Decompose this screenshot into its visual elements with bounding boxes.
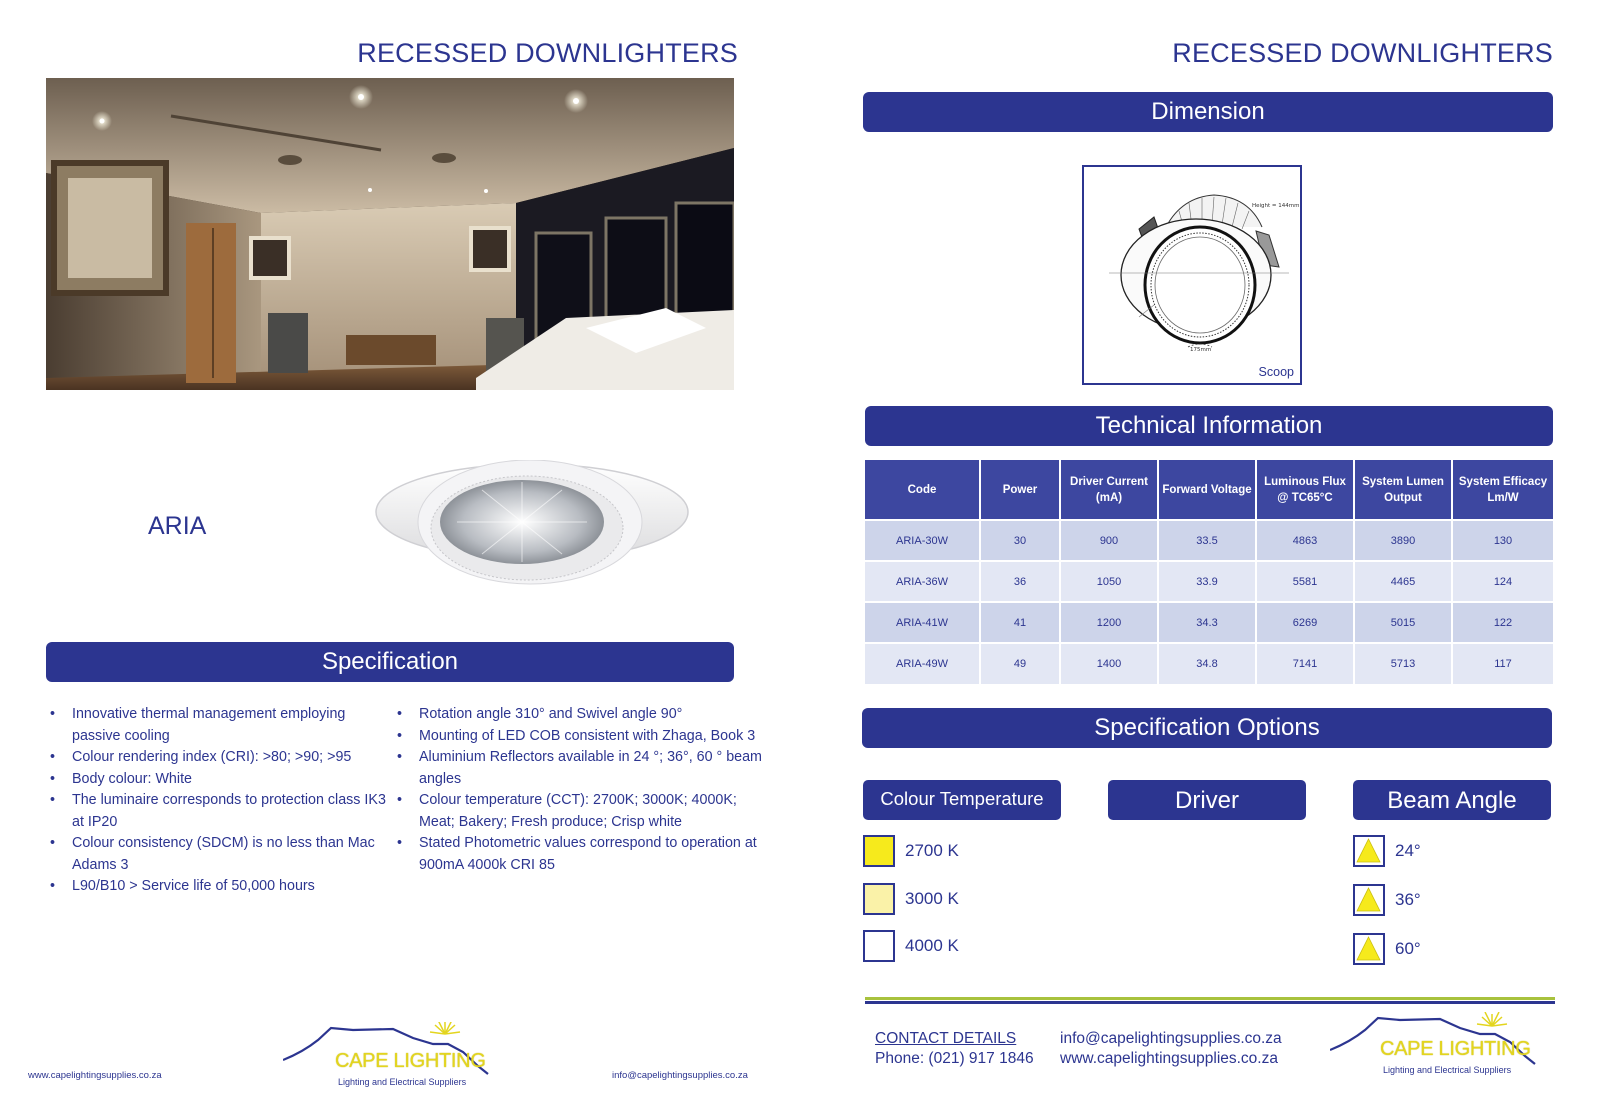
table-cell: 124 bbox=[1452, 561, 1553, 602]
table-cell: 34.8 bbox=[1158, 643, 1256, 684]
spec-item: • Innovative thermal management employing passive cooling bbox=[46, 704, 386, 747]
beam-angle-option-36[interactable] bbox=[1353, 884, 1421, 916]
beam-angle-option-60[interactable] bbox=[1353, 933, 1421, 965]
beam-angle-label: 24° bbox=[1395, 841, 1421, 860]
dimension-caption: Scoop bbox=[1258, 365, 1294, 379]
contact-website[interactable]: www.capelightingsupplies.co.za bbox=[1060, 1050, 1278, 1067]
scoop-dimension-drawing bbox=[1084, 167, 1299, 382]
beam-angle-option-24[interactable] bbox=[1353, 835, 1421, 867]
table-cell: ARIA-49W bbox=[865, 643, 980, 684]
dimension-diagram bbox=[1082, 165, 1302, 385]
table-cell: 5581 bbox=[1256, 561, 1354, 602]
table-cell: 49 bbox=[980, 643, 1060, 684]
footer-email: info@capelightingsupplies.co.za bbox=[612, 1070, 748, 1081]
colour-swatch-3000k bbox=[863, 883, 895, 915]
footer-website: www.capelightingsupplies.co.za bbox=[28, 1070, 162, 1081]
technical-information-header: Technical Information bbox=[865, 406, 1553, 446]
table-cell: 33.9 bbox=[1158, 561, 1256, 602]
table-cell: 36 bbox=[980, 561, 1060, 602]
product-name: ARIA bbox=[148, 512, 207, 540]
table-row bbox=[865, 520, 1553, 561]
table-header-row bbox=[865, 460, 1553, 520]
specification-options-header: Specification Options bbox=[862, 708, 1552, 748]
column-header: Luminous Flux @ TC65°C bbox=[1256, 460, 1354, 520]
logo-subtitle: Lighting and Electrical Suppliers bbox=[338, 1077, 467, 1087]
contact-email[interactable]: info@capelightingsupplies.co.za bbox=[1060, 1030, 1282, 1047]
spec-list-column-2 bbox=[393, 704, 768, 876]
spec-item: • Colour consistency (SDCM) is no less than Mac Adams 3 bbox=[46, 833, 386, 876]
table-cell: 3890 bbox=[1354, 520, 1452, 561]
table-cell: 1400 bbox=[1060, 643, 1158, 684]
room-photo bbox=[46, 78, 734, 390]
spec-item: • Stated Photometric values correspond to operation at 900mA 4000k CRI 85 bbox=[393, 833, 768, 876]
beam-angle-label: 36° bbox=[1395, 890, 1421, 909]
table-cell: 34.3 bbox=[1158, 602, 1256, 643]
colour-temp-option-3000k[interactable] bbox=[863, 883, 959, 915]
beam-triangle-icon bbox=[1353, 933, 1385, 965]
table-cell: 6269 bbox=[1256, 602, 1354, 643]
column-header: Power bbox=[980, 460, 1060, 520]
footer-divider-green bbox=[865, 997, 1555, 1000]
spec-item: • Aluminium Reflectors available in 24 °; 36°, 60 ° beam angles bbox=[393, 747, 768, 790]
table-row bbox=[865, 643, 1553, 684]
table-cell: 5713 bbox=[1354, 643, 1452, 684]
beam-angle-header: Beam Angle bbox=[1353, 780, 1551, 820]
column-header: Driver Current (mA) bbox=[1060, 460, 1158, 520]
cape-lighting-logo-right bbox=[1330, 1012, 1540, 1090]
column-header: Code bbox=[865, 460, 980, 520]
table-cell: 4465 bbox=[1354, 561, 1452, 602]
cape-lighting-logo bbox=[283, 1022, 493, 1100]
right-page bbox=[800, 0, 1600, 1113]
specification-header: Specification bbox=[46, 642, 734, 682]
table-cell: ARIA-30W bbox=[865, 520, 980, 561]
colour-swatch-2700k bbox=[863, 835, 895, 867]
spec-list-column-1 bbox=[46, 704, 386, 898]
table-cell: 1200 bbox=[1060, 602, 1158, 643]
table-cell: 130 bbox=[1452, 520, 1553, 561]
beam-triangle-icon bbox=[1353, 884, 1385, 916]
contact-details-link[interactable]: CONTACT DETAILS bbox=[875, 1030, 1017, 1047]
table-row bbox=[865, 561, 1553, 602]
table-cell: 41 bbox=[980, 602, 1060, 643]
table-row bbox=[865, 602, 1553, 643]
beam-triangle-icon bbox=[1353, 835, 1385, 867]
table-cell: 5015 bbox=[1354, 602, 1452, 643]
downlight-product-image bbox=[372, 460, 698, 596]
colour-temp-label: 2700 K bbox=[905, 841, 959, 860]
table-cell: 4863 bbox=[1256, 520, 1354, 561]
beam-angle-label: 60° bbox=[1395, 939, 1421, 958]
table-cell: 33.5 bbox=[1158, 520, 1256, 561]
table-cell: ARIA-36W bbox=[865, 561, 980, 602]
spec-item: • Mounting of LED COB consistent with Zhaga, Book 3 bbox=[393, 726, 768, 748]
column-header: System Efficacy Lm/W bbox=[1452, 460, 1553, 520]
logo-subtitle: Lighting and Electrical Suppliers bbox=[1383, 1065, 1512, 1075]
page-title: RECESSED DOWNLIGHTERS bbox=[1172, 38, 1553, 68]
spec-item: • L90/B10 > Service life of 50,000 hours bbox=[46, 876, 386, 898]
logo-text: CAPE LIGHTING bbox=[1380, 1038, 1531, 1060]
colour-temperature-header: Colour Temperature bbox=[863, 780, 1061, 820]
table-cell: 1050 bbox=[1060, 561, 1158, 602]
diameter-label: 175mm bbox=[1190, 347, 1212, 353]
table-cell: 900 bbox=[1060, 520, 1158, 561]
colour-temp-option-4000k[interactable] bbox=[863, 930, 959, 962]
table-cell: ARIA-41W bbox=[865, 602, 980, 643]
spec-item: • The luminaire corresponds to protection class IK3 at IP20 bbox=[46, 790, 386, 833]
colour-temp-label: 4000 K bbox=[905, 936, 959, 955]
spec-item: • Rotation angle 310° and Swivel angle 90° bbox=[393, 704, 768, 726]
colour-swatch-4000k bbox=[863, 930, 895, 962]
contact-phone: Phone: (021) 917 1846 bbox=[875, 1050, 1034, 1067]
footer-divider-blue bbox=[865, 1001, 1555, 1004]
technical-information-table bbox=[865, 460, 1553, 684]
colour-temp-label: 3000 K bbox=[905, 889, 959, 908]
spec-item: • Colour rendering index (CRI): >80; >90; >95 bbox=[46, 747, 386, 769]
column-header: System Lumen Output bbox=[1354, 460, 1452, 520]
spec-item: • Body colour: White bbox=[46, 769, 386, 791]
spec-item: • Colour temperature (CCT): 2700K; 3000K; 4000K; Meat; Bakery; Fresh produce; Crisp white bbox=[393, 790, 768, 833]
driver-header: Driver bbox=[1108, 780, 1306, 820]
colour-temp-option-2700k[interactable] bbox=[863, 835, 959, 867]
table-cell: 30 bbox=[980, 520, 1060, 561]
logo-text: CAPE LIGHTING bbox=[335, 1050, 486, 1072]
height-label: Height = 144mm bbox=[1252, 203, 1299, 209]
table-cell: 122 bbox=[1452, 602, 1553, 643]
column-header: Forward Voltage bbox=[1158, 460, 1256, 520]
dimension-header: Dimension bbox=[863, 92, 1553, 132]
page-title: RECESSED DOWNLIGHTERS bbox=[357, 38, 738, 68]
table-cell: 117 bbox=[1452, 643, 1553, 684]
table-cell: 7141 bbox=[1256, 643, 1354, 684]
